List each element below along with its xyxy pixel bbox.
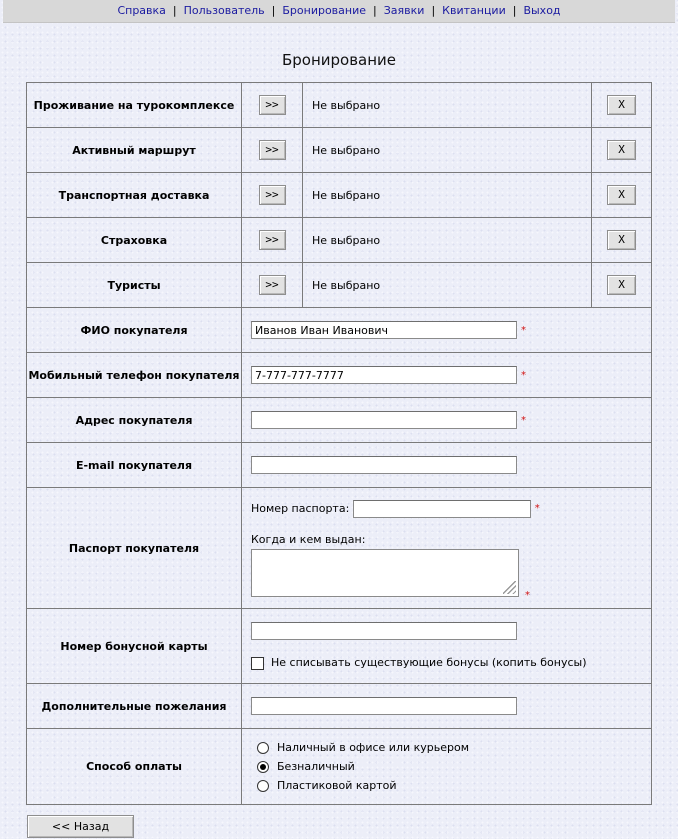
- payment-card-radio[interactable]: [257, 780, 269, 792]
- required-marker: *: [521, 369, 526, 381]
- wishes-label: Дополнительные пожелания: [27, 684, 242, 729]
- required-marker: *: [521, 414, 526, 426]
- passport-number-line: [251, 500, 651, 518]
- passport-number-label: Номер паспорта:: [251, 501, 350, 515]
- booking-form-table: [26, 82, 652, 805]
- row-bonus-card: [27, 609, 652, 684]
- page-title: Бронирование: [281, 51, 397, 69]
- top-navigation: [3, 0, 675, 23]
- buyer-address-label: Адрес покупателя: [27, 398, 242, 443]
- accommodation-value: Не выбрано: [303, 83, 592, 128]
- buyer-email-input[interactable]: [251, 456, 517, 474]
- back-button[interactable]: << Назад: [27, 815, 134, 838]
- keep-bonuses-label: Не списывать существующие бонусы (копить бонусы): [271, 656, 587, 670]
- buyer-phone-input[interactable]: 7-777-777-7777: [251, 366, 517, 384]
- nav-separator: |: [373, 4, 377, 17]
- select-active-route-button[interactable]: >>: [259, 140, 286, 160]
- row-tourists: [27, 263, 652, 308]
- payment-option-card[interactable]: [257, 776, 651, 795]
- row-buyer-email: [27, 443, 652, 488]
- buyer-email-label: E-mail покупателя: [27, 443, 242, 488]
- required-marker: *: [521, 324, 526, 336]
- passport-issued-label: Когда и кем выдан:: [251, 532, 366, 546]
- nav-separator: |: [512, 4, 517, 17]
- buyer-name-input[interactable]: Иванов Иван Иванович: [251, 321, 517, 339]
- clear-transport-button[interactable]: X: [607, 185, 636, 205]
- payment-cash-radio[interactable]: [257, 742, 269, 754]
- resize-grip-icon[interactable]: [503, 581, 516, 594]
- clear-insurance-button[interactable]: X: [607, 230, 636, 250]
- payment-option-cashless[interactable]: [257, 757, 651, 776]
- keep-bonuses-option[interactable]: [251, 656, 651, 670]
- payment-label: Способ оплаты: [27, 729, 242, 805]
- row-buyer-address: [27, 398, 652, 443]
- nav-separator: |: [271, 4, 276, 17]
- buyer-phone-label: Мобильный телефон покупателя: [27, 353, 242, 398]
- row-wishes: [27, 684, 652, 729]
- tourists-value: Не выбрано: [303, 263, 592, 308]
- clear-accommodation-button[interactable]: X: [607, 95, 636, 115]
- bonus-card-input[interactable]: [251, 622, 517, 640]
- select-accommodation-button[interactable]: >>: [259, 95, 286, 115]
- nav-separator: |: [172, 4, 177, 17]
- nav-link-receipts[interactable]: Квитанции: [442, 4, 506, 17]
- wishes-input[interactable]: [251, 697, 517, 715]
- select-tourists-button[interactable]: >>: [259, 275, 286, 295]
- payment-cash-label: Наличный в офисе или курьером: [277, 741, 470, 754]
- row-buyer-phone: [27, 353, 652, 398]
- nav-link-user[interactable]: Пользователь: [183, 4, 265, 17]
- buyer-name-label: ФИО покупателя: [27, 308, 242, 353]
- buyer-address-input[interactable]: [251, 411, 517, 429]
- select-insurance-button[interactable]: >>: [259, 230, 286, 250]
- row-transport: [27, 173, 652, 218]
- row-buyer-name: [27, 308, 652, 353]
- tourists-label: Туристы: [27, 263, 242, 308]
- keep-bonuses-checkbox[interactable]: [251, 657, 264, 670]
- payment-cashless-radio[interactable]: [257, 761, 269, 773]
- bonus-card-label: Номер бонусной карты: [27, 609, 242, 684]
- row-accommodation: [27, 83, 652, 128]
- select-transport-button[interactable]: >>: [259, 185, 286, 205]
- row-payment: [27, 729, 652, 805]
- nav-link-help[interactable]: Справка: [117, 4, 166, 17]
- passport-number-input[interactable]: [353, 500, 531, 518]
- nav-link-booking[interactable]: Бронирование: [282, 4, 367, 17]
- row-insurance: [27, 218, 652, 263]
- nav-link-logout[interactable]: Выход: [523, 4, 561, 17]
- active-route-value: Не выбрано: [303, 128, 592, 173]
- payment-card-label: Пластиковой картой: [277, 779, 397, 792]
- payment-cashless-label: Безналичный: [277, 760, 355, 773]
- clear-active-route-button[interactable]: X: [607, 140, 636, 160]
- accommodation-label: Проживание на турокомплексе: [27, 83, 242, 128]
- active-route-label: Активный маршрут: [27, 128, 242, 173]
- insurance-value: Не выбрано: [303, 218, 592, 263]
- row-active-route: [27, 128, 652, 173]
- row-passport: [27, 488, 652, 609]
- required-marker: *: [534, 503, 540, 514]
- insurance-label: Страховка: [27, 218, 242, 263]
- transport-label: Транспортная доставка: [27, 173, 242, 218]
- passport-label: Паспорт покупателя: [27, 488, 242, 609]
- required-marker: *: [525, 589, 530, 601]
- transport-value: Не выбрано: [303, 173, 592, 218]
- nav-link-requests[interactable]: Заявки: [383, 4, 425, 17]
- payment-option-cash[interactable]: [257, 738, 651, 757]
- clear-tourists-button[interactable]: X: [607, 275, 636, 295]
- nav-separator: |: [431, 4, 436, 17]
- passport-issued-textarea[interactable]: [251, 549, 519, 597]
